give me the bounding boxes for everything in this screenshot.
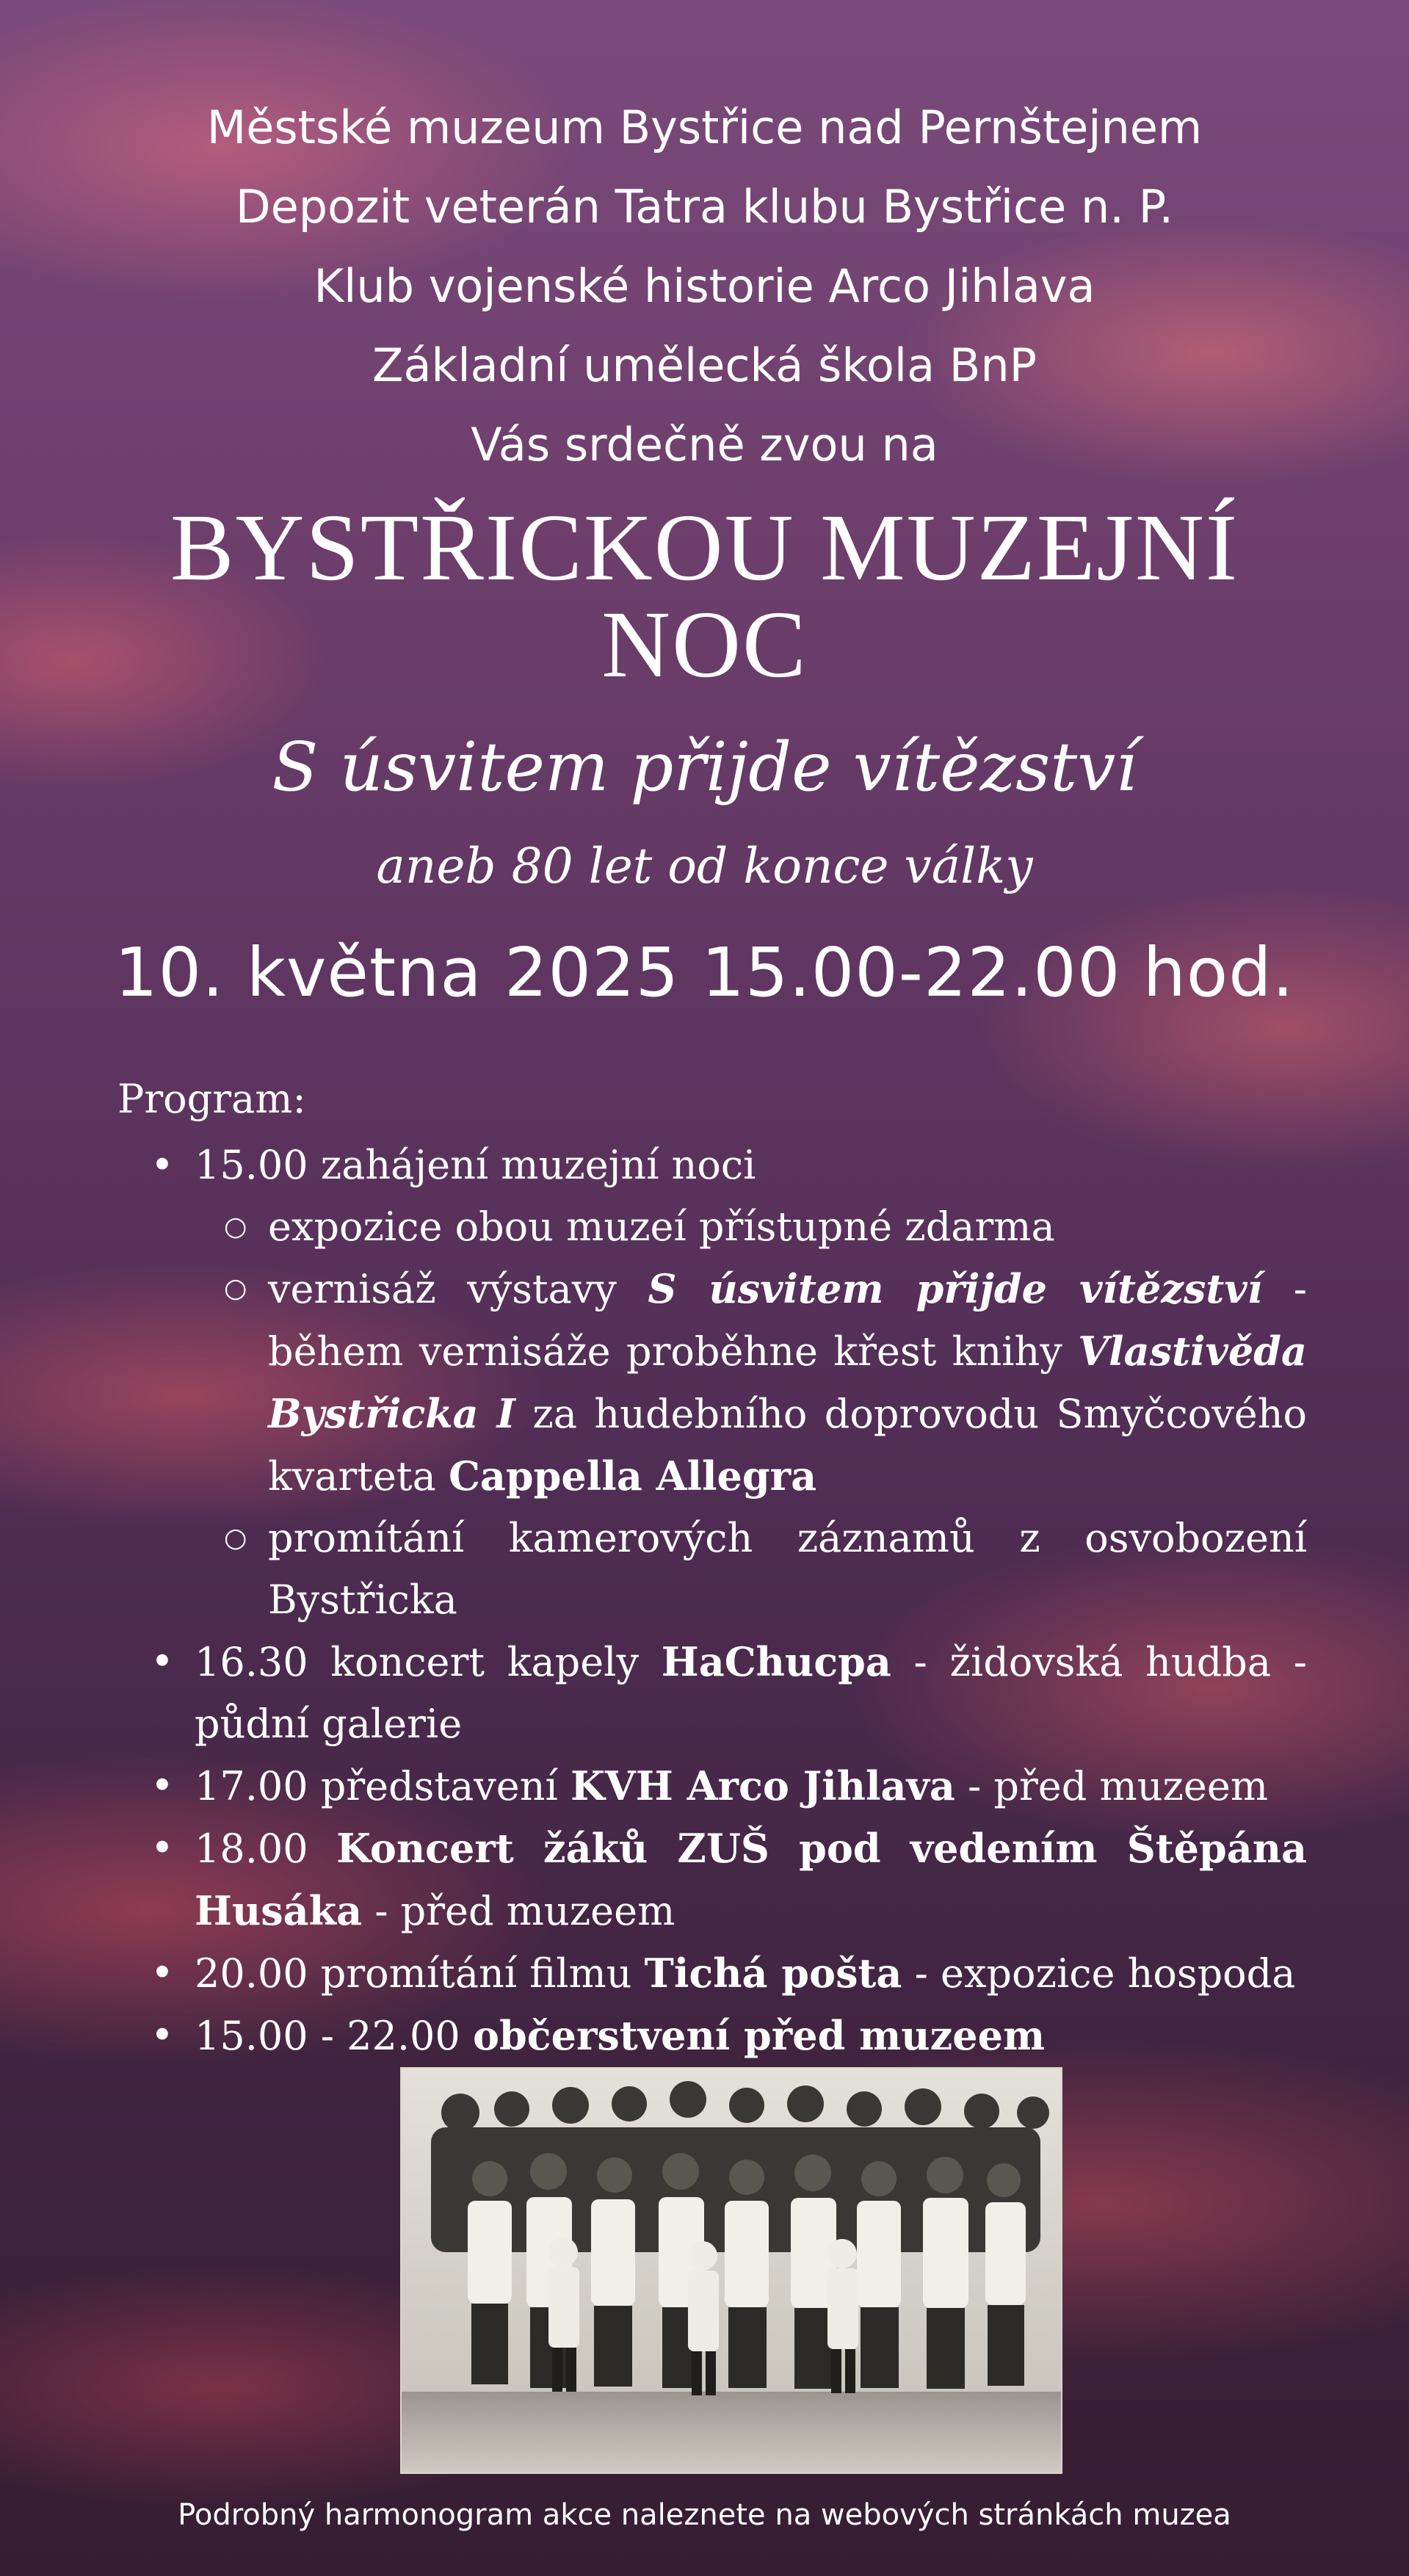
historical-group-photo [400, 2067, 1062, 2474]
club-name: KVH Arco Jihlava [570, 1762, 955, 1809]
text-segment: - během vernisáže proběhne křest knihy [268, 1266, 1307, 1375]
program-section [117, 1068, 1307, 2067]
refreshments-label: občerstvení před muzeem [472, 2012, 1046, 2059]
text-segment: 15.00 - 22.00 [195, 2013, 473, 2059]
text-segment: 16.30 koncert kapely [195, 1639, 662, 1685]
program-item-text: 15.00 zahájení muzejní noci [195, 1142, 756, 1188]
text-segment: - před muzeem [955, 1763, 1269, 1809]
event-title-line1: BYSTŘICKOU MUZEJNÍ [170, 495, 1239, 601]
text-segment: 17.00 představení [195, 1763, 571, 1809]
program-item-concert [195, 1631, 1307, 1755]
footer-note: Podrobný harmonogram akce naleznete na webových stránkách muzea [178, 2498, 1231, 2532]
event-date-time: 10. května 2025 15.00-22.00 hod. [115, 933, 1294, 1012]
text-segment: - před muzeem [362, 1888, 675, 1934]
event-subtitle: S úsvitem přijde vítězství [272, 728, 1137, 806]
text-segment: 20.00 promítání filmu [195, 1950, 645, 1997]
program-sublist [195, 1196, 1307, 1631]
book-name: Vlastivěda Bystřicka I [268, 1328, 1307, 1437]
group-photo-illustration [402, 2069, 1061, 2472]
quartet-name: Cappella Allegra [448, 1452, 817, 1499]
text-segment: - židovská hudba - půdní galerie [195, 1639, 1307, 1747]
event-title-line2: NOC [601, 592, 808, 698]
text-segment: za hudebního doprovodu Smyčcového kvarteta [268, 1391, 1307, 1499]
program-item-school-concert [195, 1817, 1307, 1942]
event-subtitle-secondary: aneb 80 let od konce války [376, 838, 1033, 894]
program-subitem-text: expozice obou muzeí přístupné zdarma [268, 1204, 1055, 1250]
exhibition-name: S úsvitem přijde vítězství [648, 1265, 1263, 1312]
program-item-opening [195, 1135, 1307, 1631]
invitation-line: Vás srdečně zvou na [471, 418, 938, 471]
program-subitem-vernissage [268, 1258, 1307, 1508]
organizers-block [0, 88, 1409, 485]
film-name: Tichá pošta [644, 1950, 902, 1997]
program-subitem-exhibitions [268, 1196, 1307, 1258]
text-segment: 18.00 [195, 1826, 337, 1872]
program-item-refreshments [195, 2005, 1307, 2067]
organizer-line: Klub vojenské historie Arco Jihlava [314, 259, 1095, 313]
organizer-line: Depozit veterán Tatra klubu Bystřice n. P. [235, 180, 1174, 234]
program-subitem-screening [268, 1508, 1307, 1631]
text-segment: vernisáž výstavy [268, 1266, 648, 1312]
program-item-film [195, 1942, 1307, 2005]
organizer-line: Základní umělecká škola BnP [372, 339, 1037, 392]
program-list [117, 1135, 1307, 2067]
program-item-performance [195, 1755, 1307, 1817]
event-title [0, 495, 1409, 698]
band-name: HaChucpa [661, 1638, 891, 1685]
text-segment: - expozice hospoda [902, 1950, 1296, 1997]
concert-name: Koncert žáků ZUŠ pod vedením Štěpána Husáka [195, 1825, 1307, 1934]
program-subitem-text: promítání kamerových záznamů z osvobození Bystřicka [268, 1515, 1307, 1623]
organizer-line: Městské muzeum Bystřice nad Pernštejnem [206, 101, 1203, 154]
program-heading: Program: [117, 1076, 306, 1122]
